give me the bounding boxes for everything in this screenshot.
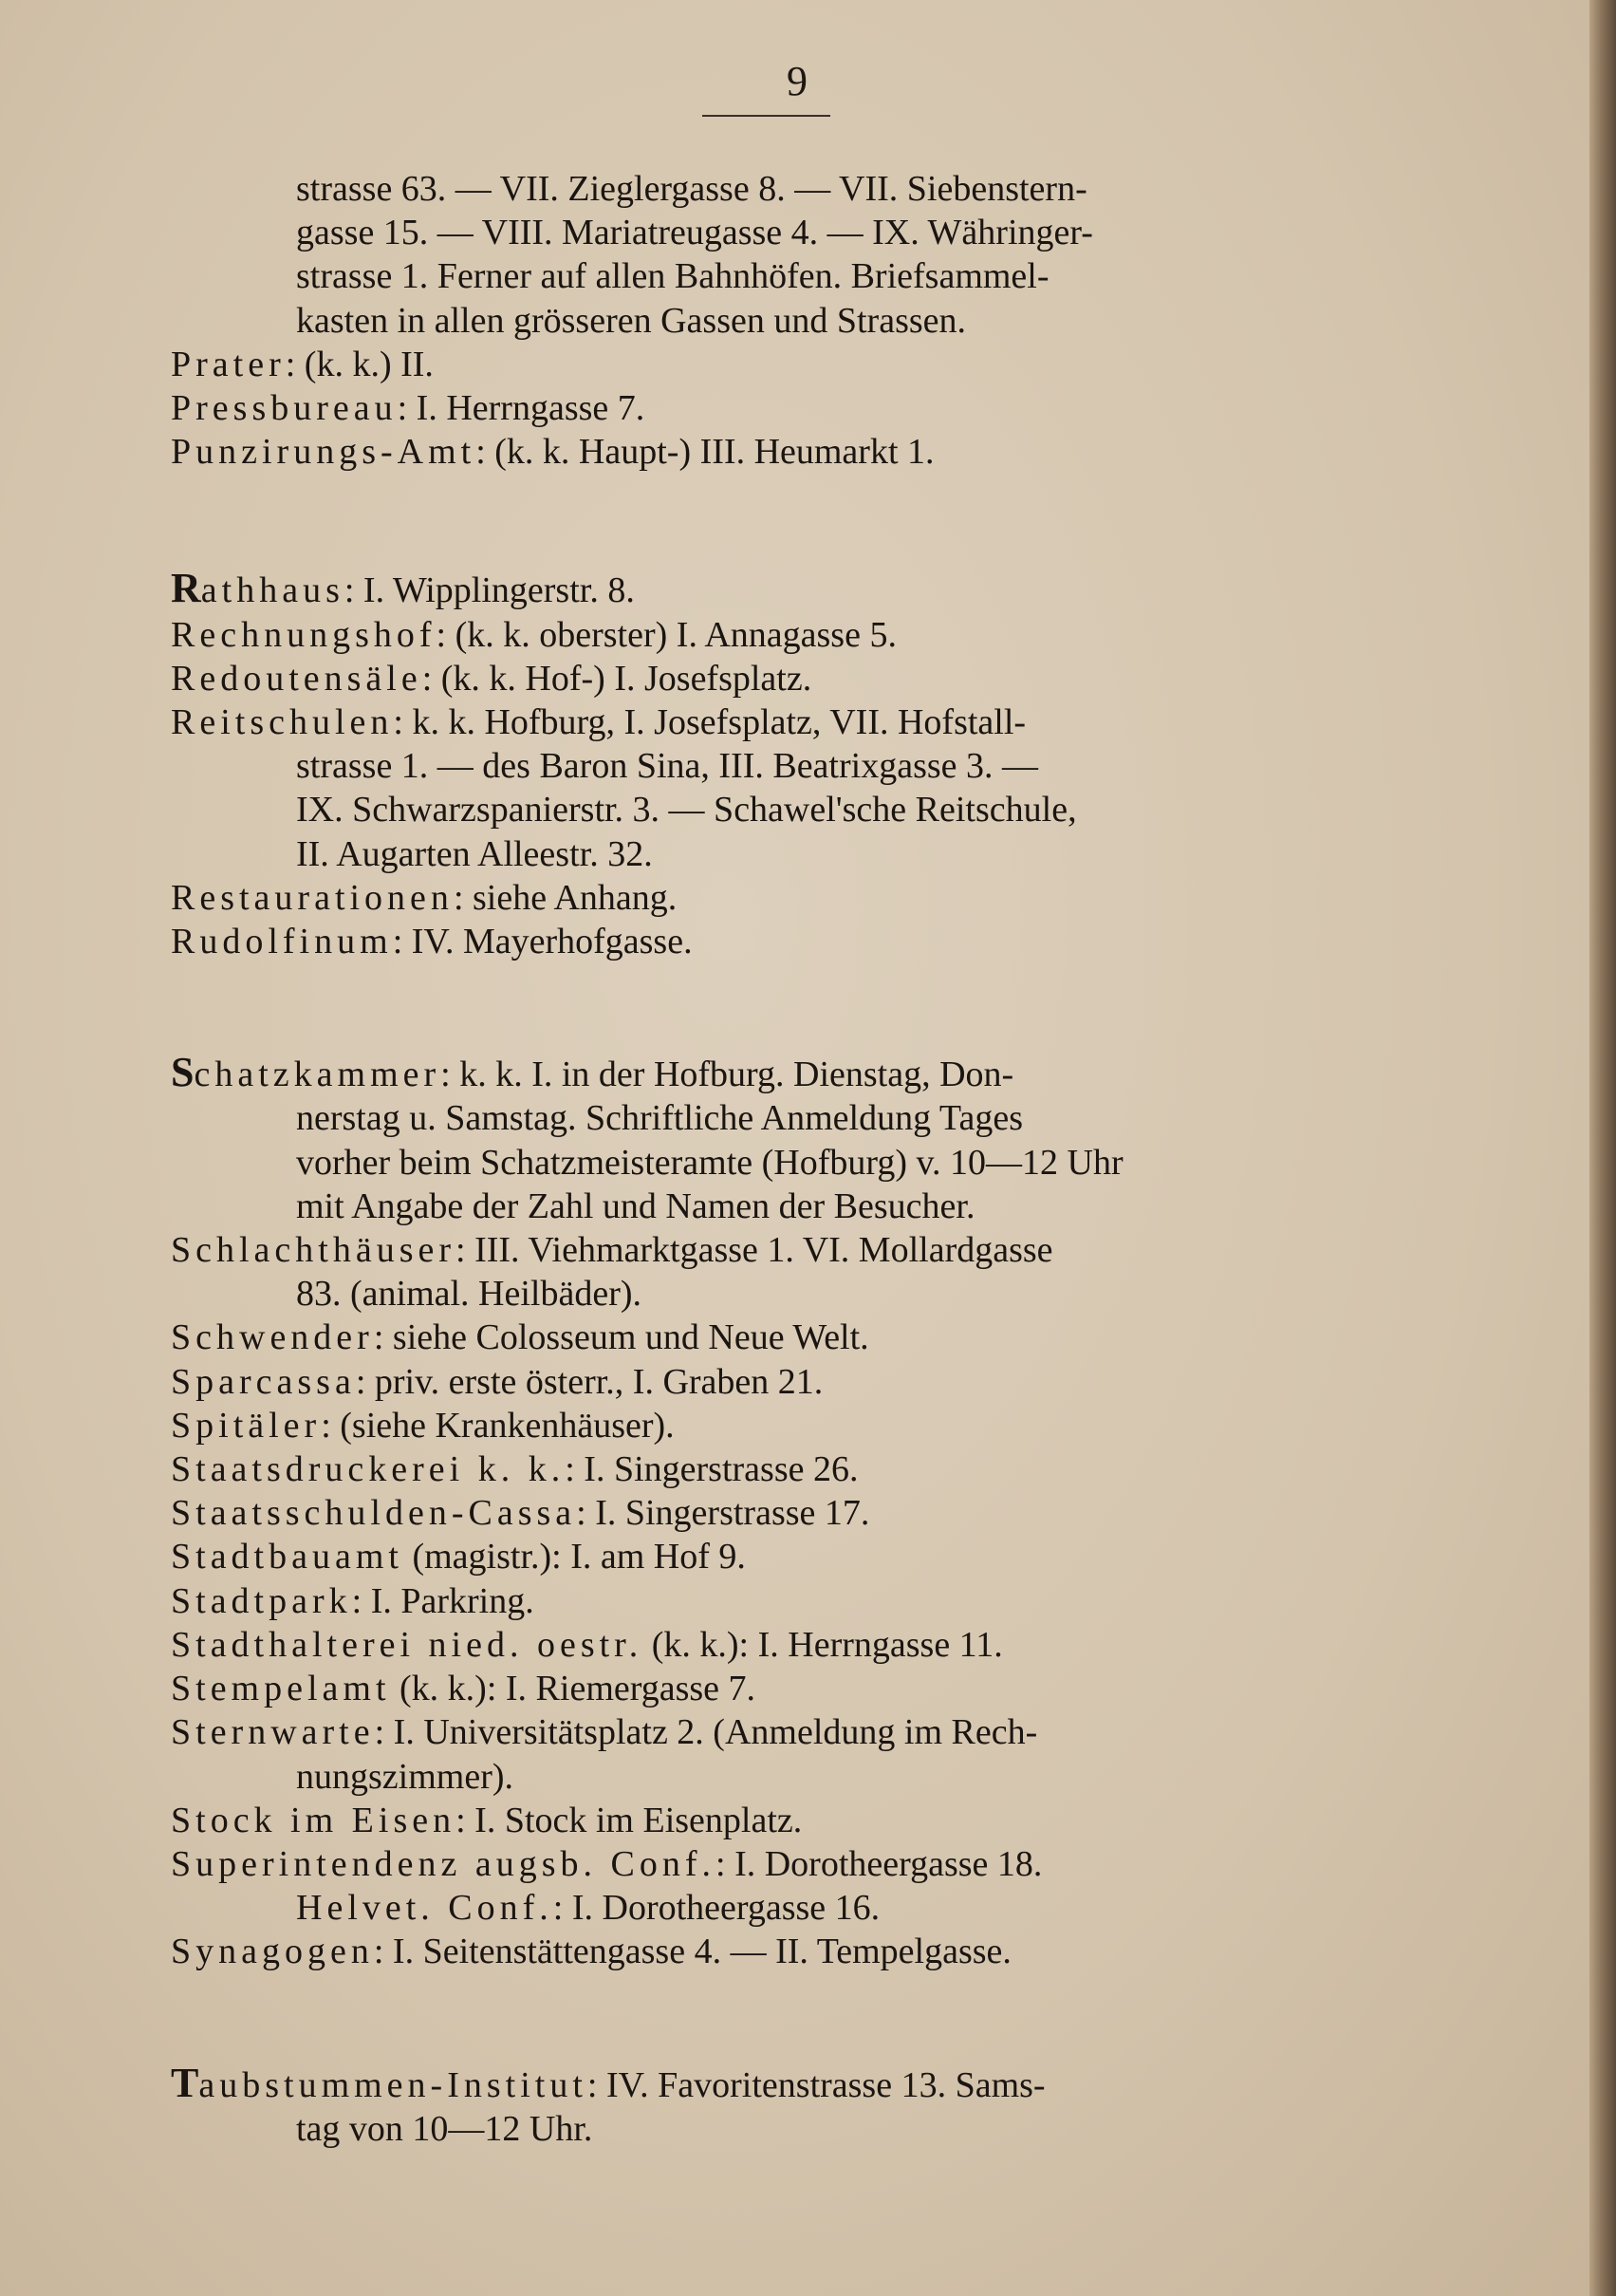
- section-gap: [171, 963, 1366, 1051]
- entry-text: : priv. erste österr., I. Graben 21.: [355, 1361, 824, 1402]
- entry-text: : siehe Colosseum und Neue Welt.: [373, 1317, 869, 1358]
- section-initial-r: R: [171, 565, 201, 612]
- entry-rudolfinum: [171, 920, 1366, 963]
- text-line: strasse 1. Ferner auf allen Bahnhöfen. Briefsammel-: [296, 256, 1049, 297]
- entry-text: : k. k. I. in der Hofburg. Dienstag, Don-: [440, 1055, 1014, 1095]
- entry-stadtbauamt: [171, 1535, 1366, 1578]
- entry-term: Reitschulen: [171, 702, 394, 743]
- entry-restaurationen: [171, 876, 1366, 920]
- entry-term: Pressbureau: [171, 388, 398, 429]
- continuation-entry: [171, 167, 1366, 343]
- entry-term: Helvet. Conf.: [296, 1888, 553, 1929]
- text-line: II. Augarten Alleestr. 32.: [296, 833, 653, 874]
- entry-text: : I. Parkring.: [351, 1580, 534, 1621]
- entry-text: : I. Dorotheergasse 16.: [552, 1888, 881, 1929]
- entry-term: Spitäler: [171, 1405, 322, 1446]
- entry-text: : I. Universitätsplatz 2. (Anmeldung im Rech-: [374, 1712, 1038, 1753]
- entry-text: : I. Wipplingerstr. 8.: [344, 570, 635, 611]
- entry-term: Stadthalterei nied. oestr.: [171, 1624, 643, 1665]
- entry-term: Stock im Eisen: [171, 1800, 456, 1840]
- entry-text: : III. Viehmarktgasse 1. VI. Mollardgasse: [455, 1230, 1053, 1271]
- page-number-rule: [702, 115, 830, 117]
- text-line: IX. Schwarzspanierstr. 3. — Schawel'sche Reitschule,: [296, 790, 1077, 831]
- directory-text: [171, 167, 1366, 2151]
- entry-reitschulen: [171, 700, 1366, 876]
- section-initial-t: T: [171, 2059, 199, 2106]
- entry-superintendenz: [171, 1842, 1366, 1930]
- entry-term: Redoutensäle: [171, 658, 422, 699]
- entry-text: : (k. k. oberster) I. Annagasse 5.: [436, 614, 897, 655]
- entry-term: chatzkammer: [194, 1055, 441, 1095]
- text-line: vorher beim Schatzmeisteramte (Hofburg) v. 10—12 Uhr: [296, 1142, 1124, 1183]
- entry-schlachthaeuser: [171, 1228, 1366, 1316]
- entry-stock-im-eisen: [171, 1799, 1366, 1842]
- entry-text: : I. Stock im Eisenplatz.: [455, 1800, 803, 1840]
- text-line: nungszimmer).: [296, 1756, 514, 1797]
- entry-term: Punzirungs-Amt: [171, 432, 476, 473]
- section-initial-s: S: [171, 1049, 195, 1096]
- entry-pressbureau: [171, 386, 1366, 430]
- entry-stadthalterei: [171, 1623, 1366, 1667]
- entry-text: : siehe Anhang.: [453, 877, 678, 918]
- entry-text: (k. k.): I. Riemergasse 7.: [390, 1669, 756, 1709]
- entry-term: Staatsschulden-Cassa: [171, 1493, 577, 1534]
- entry-schatzkammer: [171, 1051, 1366, 1228]
- entry-schwender: [171, 1316, 1366, 1359]
- entry-term: Synagogen: [171, 1932, 374, 1972]
- entry-term: athhaus: [200, 570, 344, 611]
- entry-term: Staatsdruckerei k. k.: [171, 1449, 566, 1490]
- entry-term: Stempelamt: [171, 1669, 391, 1709]
- entry-stadtpark: [171, 1579, 1366, 1623]
- entry-text: : (k. k.) II.: [285, 344, 434, 384]
- entry-term: Restaurationen: [171, 877, 454, 918]
- entry-term: Schlachthäuser: [171, 1230, 456, 1271]
- text-line: nerstag u. Samstag. Schriftliche Anmeldung Tages: [296, 1098, 1023, 1139]
- entry-term: Prater: [171, 344, 286, 384]
- text-line: gasse 15. — VIII. Mariatreugasse 4. — IX. Währinger-: [296, 213, 1093, 253]
- entry-spitaeler: [171, 1404, 1366, 1447]
- entry-text: (k. k.): I. Herrngasse 11.: [642, 1624, 1003, 1665]
- entry-staatsdruckerei: [171, 1447, 1366, 1491]
- entry-text: : I. Singerstrasse 17.: [576, 1493, 870, 1534]
- entry-rathhaus: [171, 567, 1366, 612]
- entry-staatsschulden-cassa: [171, 1491, 1366, 1535]
- page-number: 9: [787, 58, 808, 104]
- entry-text: (magistr.): I. am Hof 9.: [402, 1537, 746, 1577]
- entry-sparcassa: [171, 1360, 1366, 1404]
- entry-term: Rechnungshof: [171, 614, 437, 655]
- entry-redoutensaele: [171, 657, 1366, 700]
- entry-text: : (k. k. Hof-) I. Josefsplatz.: [421, 658, 812, 699]
- entry-synagogen: [171, 1930, 1366, 1973]
- entry-text: : I. Singerstrasse 26.: [565, 1449, 859, 1490]
- section-gap: [171, 474, 1366, 567]
- entry-text: : IV. Mayerhofgasse.: [392, 922, 693, 962]
- entry-text: : I. Herrngasse 7.: [397, 388, 645, 429]
- entry-text: : IV. Favoritenstrasse 13. Sams-: [586, 2064, 1046, 2105]
- page-edge: [1589, 0, 1616, 2296]
- entry-text: : (k. k. Haupt-) III. Heumarkt 1.: [475, 432, 935, 473]
- entry-punzirungs-amt: [171, 430, 1366, 474]
- entry-term: Schwender: [171, 1317, 374, 1358]
- entry-term: Stadtpark: [171, 1580, 352, 1621]
- entry-term: Stadtbauamt: [171, 1537, 403, 1577]
- entry-text: : I. Seitenstättengasse 4. — II. Tempelgasse.: [373, 1932, 1012, 1972]
- text-line: 83. (animal. Heilbäder).: [296, 1274, 642, 1315]
- entry-text: : (siehe Krankenhäuser).: [321, 1405, 675, 1446]
- entry-term: Rudolfinum: [171, 922, 393, 962]
- entry-term: Sparcassa: [171, 1361, 356, 1402]
- entry-term: aubstummen-Institut: [198, 2064, 587, 2105]
- entry-taubstummen-institut: [171, 2059, 1366, 2151]
- entry-prater: [171, 343, 1366, 386]
- text-line: kasten in allen grösseren Gassen und Strassen.: [296, 300, 967, 341]
- entry-text: : I. Dorotheergasse 18.: [715, 1843, 1043, 1884]
- entry-term: Superintendenz augsb. Conf.: [171, 1843, 716, 1884]
- entry-stempelamt: [171, 1667, 1366, 1710]
- entry-text: : k. k. Hofburg, I. Josefsplatz, VII. Hofstall-: [393, 702, 1027, 743]
- entry-term: Sternwarte: [171, 1712, 375, 1753]
- entry-rechnungshof: [171, 613, 1366, 657]
- entry-sternwarte: [171, 1710, 1366, 1798]
- text-line: strasse 63. — VII. Zieglergasse 8. — VII. Siebenstern-: [296, 169, 1087, 209]
- text-line: strasse 1. — des Baron Sina, III. Beatrixgasse 3. —: [296, 746, 1039, 787]
- text-line: tag von 10—12 Uhr.: [296, 2108, 593, 2149]
- text-line: mit Angabe der Zahl und Namen der Besucher.: [296, 1185, 975, 1226]
- section-gap: [171, 1974, 1366, 2062]
